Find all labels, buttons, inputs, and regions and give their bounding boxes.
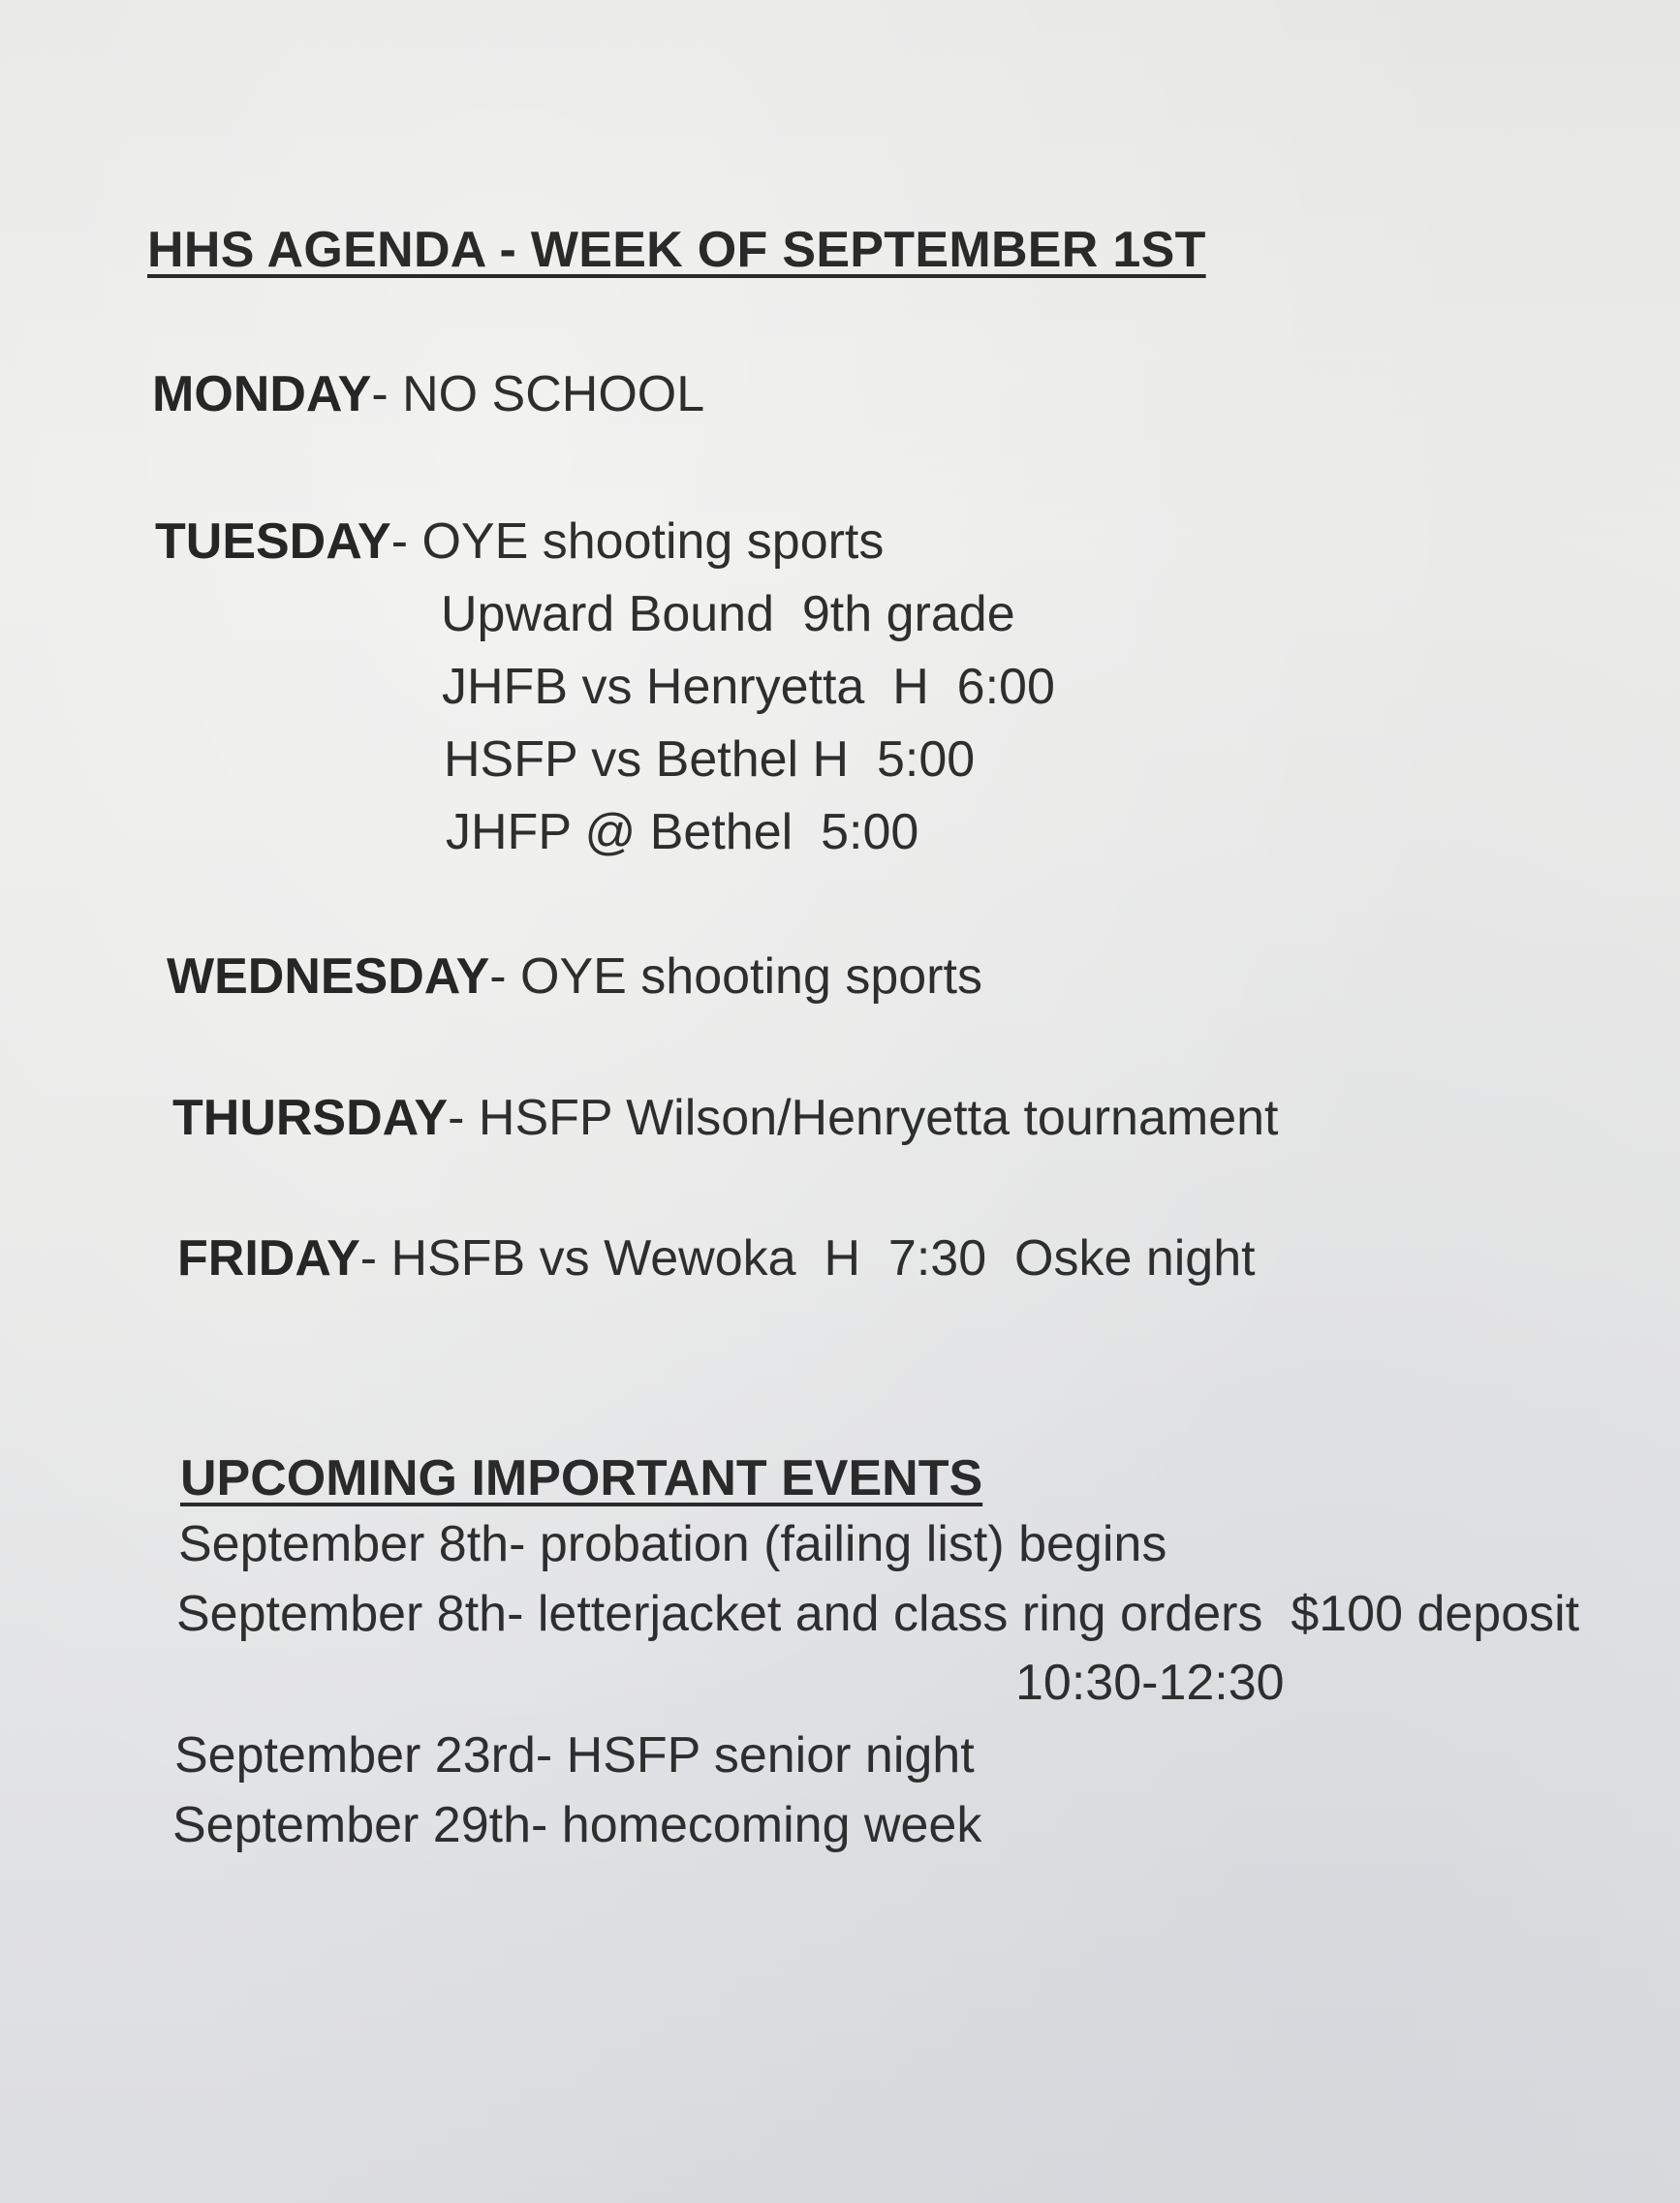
tuesday-item: JHFP @ Bethel 5:00	[446, 804, 919, 860]
agenda-title: HHS AGENDA - WEEK OF SEPTEMBER 1ST	[147, 222, 1206, 278]
tuesday-item: JHFB vs Henryetta H 6:00	[442, 659, 1055, 715]
upcoming-event: September 8th- letterjacket and class ring orders $100 deposit	[176, 1586, 1580, 1642]
monday-label: MONDAY	[152, 366, 372, 422]
tuesday-item: HSFP vs Bethel H 5:00	[444, 731, 976, 788]
friday-item: HSFB vs Wewoka H 7:30 Oske night	[390, 1230, 1256, 1287]
monday-entry	[152, 366, 705, 422]
upcoming-events-title: UPCOMING IMPORTANT EVENTS	[180, 1450, 983, 1506]
monday-item: NO SCHOOL	[402, 366, 705, 422]
friday-label: FRIDAY	[177, 1230, 360, 1287]
wednesday-entry	[167, 948, 982, 1005]
upcoming-event: September 29th- homecoming week	[172, 1797, 982, 1853]
friday-separator: -	[359, 1230, 391, 1287]
tuesday-item: Upward Bound 9th grade	[441, 586, 1015, 642]
wednesday-item: OYE shooting sports	[520, 948, 982, 1005]
upcoming-event: September 8th- probation (failing list) begins	[178, 1516, 1167, 1572]
friday-entry	[177, 1230, 1256, 1287]
upcoming-event-time: 10:30-12:30	[1015, 1655, 1285, 1711]
thursday-entry	[172, 1090, 1279, 1146]
tuesday-separator: -	[390, 513, 422, 570]
wednesday-separator: -	[489, 948, 521, 1005]
wednesday-label: WEDNESDAY	[167, 948, 490, 1005]
thursday-item: HSFP Wilson/Henryetta tournament	[478, 1090, 1279, 1146]
monday-separator: -	[371, 366, 403, 422]
upcoming-event: September 23rd- HSFP senior night	[174, 1727, 975, 1784]
tuesday-entry	[155, 513, 885, 570]
thursday-separator: -	[448, 1090, 479, 1146]
tuesday-item: OYE shooting sports	[421, 513, 885, 570]
thursday-label: THURSDAY	[172, 1090, 449, 1146]
tuesday-label: TUESDAY	[155, 513, 391, 570]
